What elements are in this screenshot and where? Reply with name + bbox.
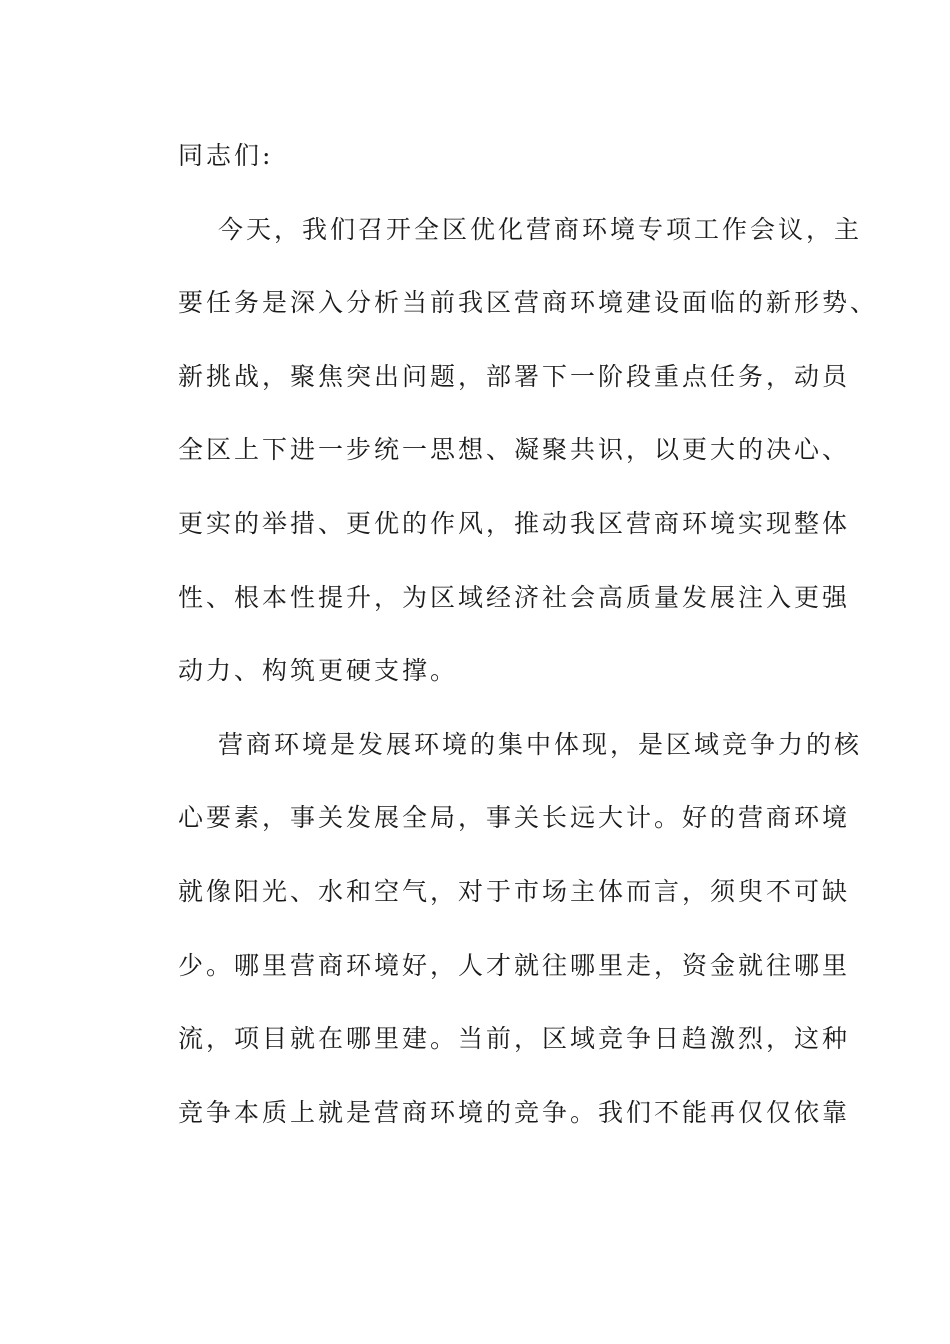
speech-body: [178, 132, 879, 1162]
paragraph-1-line-1: 今天，我们召开全区优化营商环境专项工作会议，主: [218, 214, 863, 244]
paragraph-1-line-7: 动力、构筑更硬支撑。: [178, 656, 459, 686]
salutation: 同志们:: [178, 141, 274, 170]
paragraph-1-line-6: 性、根本性提升，为区域经济社会高质量发展注入更强: [178, 582, 851, 612]
paragraph-1-line-5: 更实的举措、更优的作风，推动我区营商环境实现整体: [178, 508, 851, 538]
paragraph-2-line-2: 心要素，事关发展全局，事关长远大计。好的营商环境: [178, 803, 851, 833]
paragraph-2-line-1: 营商环境是发展环境的集中体现，是区域竞争力的核: [218, 729, 863, 759]
paragraph-1-line-3: 新挑战，聚焦突出问题，部署下一阶段重点任务，动员: [178, 361, 851, 391]
paragraph-2-line-6: 竞争本质上就是营商环境的竞争。我们不能再仅仅依靠: [178, 1097, 851, 1127]
paragraph-1-line-4: 全区上下进一步统一思想、凝聚共识，以更大的决心、: [178, 435, 851, 465]
paragraph-1-line-2: 要任务是深入分析当前我区营商环境建设面临的新形势、: [178, 288, 879, 318]
paragraph-2-line-3: 就像阳光、水和空气，对于市场主体而言，须臾不可缺: [178, 876, 851, 906]
paragraph-2-line-5: 流，项目就在哪里建。当前，区域竞争日趋激烈，这种: [178, 1024, 851, 1054]
paragraph-2-line-4: 少。哪里营商环境好，人才就往哪里走，资金就往哪里: [178, 950, 851, 980]
